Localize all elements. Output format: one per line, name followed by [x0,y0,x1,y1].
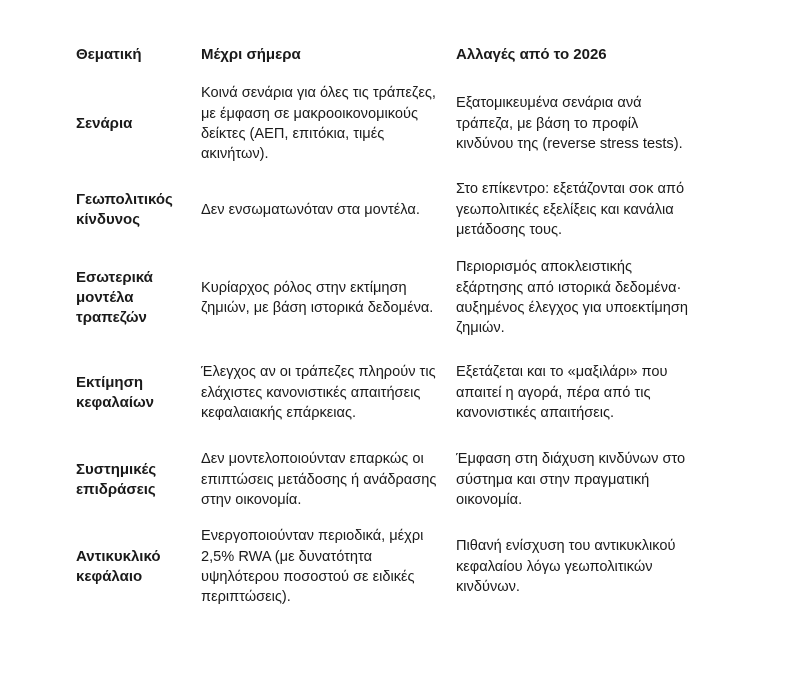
row-until-now: Κυρίαρχος ρόλος στην εκτίμηση ζημιών, με βάση ιστορικά δεδομένα. [201,279,434,316]
row-changes: Πιθανή ενίσχυση του αντικυκλικού κεφαλαίου λόγω γεωπολιτικών κινδύνων. [456,538,676,596]
table-header [0,44,793,68]
row-topic: Αντικυκλικό κεφάλαιο [76,548,161,585]
table-row [0,351,793,435]
row-topic: Εσωτερικά μοντέλα τραπεζών [76,269,153,326]
table-row [0,178,793,242]
row-until-now: Ενεργοποιούνταν περιοδικά, μέχρι 2,5% RWA (με δυνατότητα υψηλότερου ποσοστού σε ειδικές περιπτώσεις). [201,528,424,606]
header-topic: Θεματική [76,46,142,63]
row-changes: Έμφαση στη διάχυση κινδύνων στο σύστημα και στην πραγματική οικονομία. [456,451,686,509]
header-changes: Αλλαγές από το 2026 [456,46,607,63]
row-topic: Συστημικές επιδράσεις [76,461,157,498]
row-until-now: Δεν μοντελοποιούνταν επαρκώς οι επιπτώσεις μετάδοσης ή ανάδρασης στην οικονομία. [201,451,437,509]
table-row [0,82,793,166]
table-row [0,256,793,340]
row-topic: Γεωπολιτικός κίνδυνος [76,191,173,228]
row-changes: Εξετάζεται και το «μαξιλάρι» που απαιτεί η αγορά, πέρα από τις κανονιστικές απαιτήσεις. [456,364,668,422]
row-changes: Εξατομικευμένα σενάρια ανά τράπεζα, με βάση το προφίλ κινδύνου της (reverse stress tests). [456,95,683,153]
row-topic: Εκτίμηση κεφαλαίων [76,374,154,411]
table-row [0,448,793,512]
row-changes: Στο επίκεντρο: εξετάζονται σοκ από γεωπολιτικές εξελίξεις και κανάλια μετάδοσης τους. [456,181,685,239]
row-until-now: Δεν ενσωματωνόταν στα μοντέλα. [201,201,420,218]
header-until-now: Μέχρι σήμερα [201,46,301,63]
row-changes: Περιορισμός αποκλειστικής εξάρτησης από ιστορικά δεδομένα· αυξημένος έλεγχος για υποεκτίμηση ζημιών. [456,259,689,337]
row-until-now: Έλεγχος αν οι τράπεζες πληρούν τις ελάχιστες κανονιστικές απαιτήσεις κεφαλαιακής επάρκειας. [201,364,436,422]
table-row [0,524,793,610]
row-until-now: Κοινά σενάρια για όλες τις τράπεζες, με έμφαση σε μακροοικονομικούς δείκτες (ΑΕΠ, επιτόκια, τιμές ακινήτων). [201,85,436,163]
row-topic: Σενάρια [76,115,133,132]
